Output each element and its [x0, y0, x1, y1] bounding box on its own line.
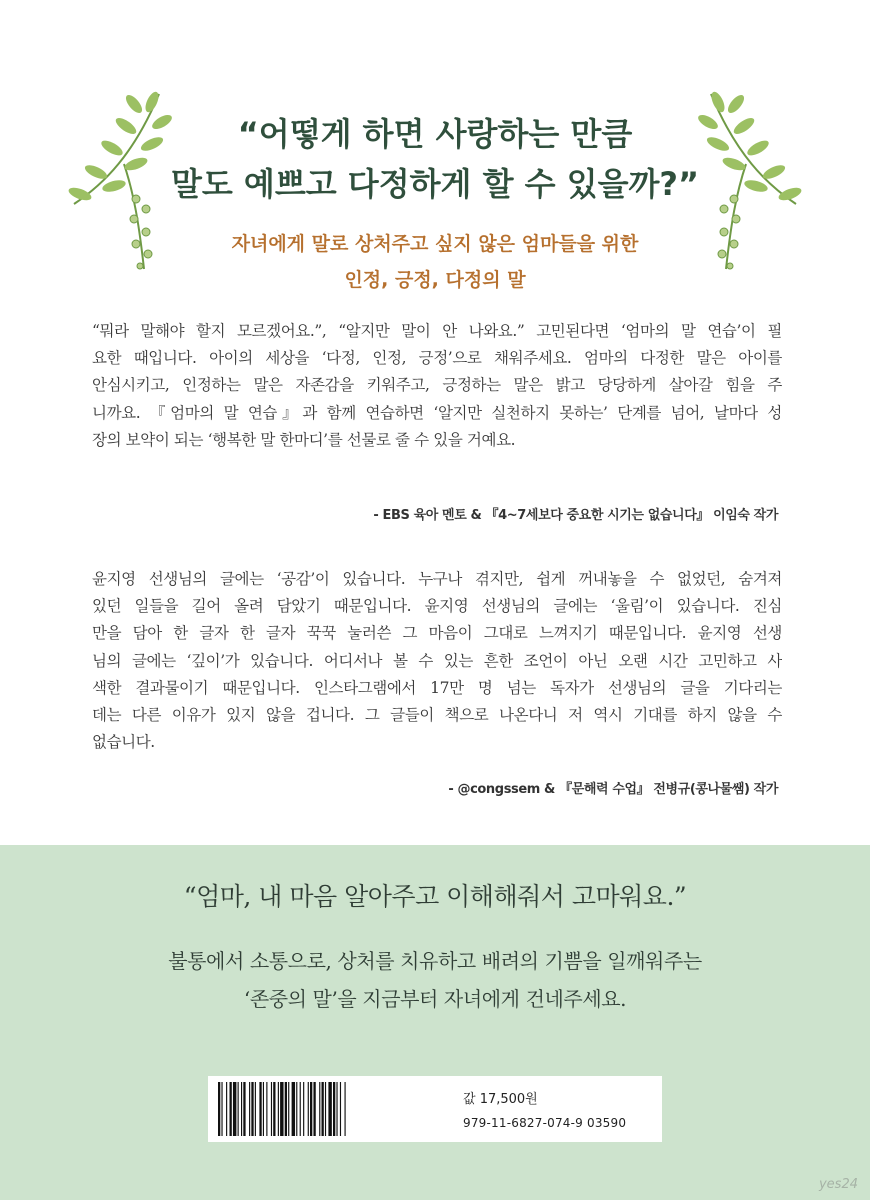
review-2-attribution: - @congssem & 『문해력 수업』 전병규(콩나물쌤) 작가: [448, 782, 778, 797]
review-1-line: 요한 때입니다. 아이의 세상을 ‘다정, 인정, 긍정’으로 채워주세요. 엄마의 다정한 말은 아이를: [92, 349, 782, 368]
subheadline-line-2: 인정, 긍정, 다정의 말: [344, 269, 526, 291]
watermark: yes24: [818, 1177, 858, 1192]
review-1-line: 장의 보약이 되는 ‘행복한 말 한마디’를 선물로 줄 수 있을 거예요.: [92, 430, 516, 449]
isbn-label: 979-11-6827-074-9 03590: [463, 1116, 627, 1130]
review-2-line: 윤지영 선생님의 글에는 ‘공감’이 있습니다. 누구나 겪지만, 쉽게 꺼내놓을 수 없었던, 숨겨져: [92, 570, 782, 588]
bottom-line-1: 불통에서 소통으로, 상처를 치유하고 배려의 기쁨을 일깨워주는: [168, 949, 702, 973]
review-2-text: [92, 566, 782, 756]
subheadline-line-1: 자녀에게 말로 상처주고 싶지 않은 엄마들을 위한: [231, 233, 639, 255]
review-2-line: 만을 담아 한 글자 한 글자 꾹꾹 눌러쓴 그 마음이 그대로 느껴지기 때문입니다. 윤지영 선생: [92, 624, 782, 643]
review-1-attribution: - EBS 육아 멘토 & 『4~7세보다 중요한 시기는 없습니다』 이임숙 작가: [373, 508, 778, 523]
review-1-line: 니까요. 『엄마의 말 연습』과 함께 연습하면 ‘알지만 실천하지 못하는’ 단계를 넘어, 날마다 성: [92, 403, 782, 422]
review-2-line: 색한 결과물이기 때문입니다. 인스타그램에서 17만 명 넘는 독자가 선생님의 글을 기다리는: [92, 678, 782, 697]
bottom-line-2: ‘존중의 말’을 지금부터 자녀에게 건네주세요.: [243, 987, 627, 1011]
review-2-line: 없습니다.: [92, 733, 155, 752]
barcode-icon: [216, 1082, 456, 1136]
review-1-text: [92, 318, 782, 454]
barcode-box: [208, 1076, 662, 1142]
review-1-line: 안심시키고, 인정하는 말은 자존감을 키워주고, 긍정하는 말은 밝고 당당하게 살아갈 힘을 주: [92, 376, 782, 395]
headline-line-2: 말도 예쁘고 다정하게 할 수 있을까?”: [170, 165, 700, 203]
headline-line-1: “어떻게 하면 사랑하는 만큼: [237, 115, 633, 153]
review-2-line: 님의 글에는 ‘깊이’가 있습니다. 어디서나 볼 수 있는 흔한 조언이 아닌 오랜 시간 고민하고 사: [92, 651, 782, 670]
review-2-line: 데는 다른 이유가 있지 않을 겁니다. 그 글들이 책으로 나온다니 저 역시 기대를 하지 않을 수: [92, 706, 782, 725]
review-1-line: “뭐라 말해야 할지 모르겠어요.”, “알지만 말이 안 나와요.” 고민된다면 ‘엄마의 말 연습’이 필: [92, 322, 782, 340]
price-label: 값 17,500원: [463, 1092, 538, 1107]
bottom-quote: “엄마, 내 마음 알아주고 이해해줘서 고마워요.”: [183, 882, 687, 911]
review-2-line: 있던 일들을 길어 올려 담았기 때문입니다. 윤지영 선생님의 글에는 ‘울림’이 있습니다. 진심: [92, 597, 782, 616]
